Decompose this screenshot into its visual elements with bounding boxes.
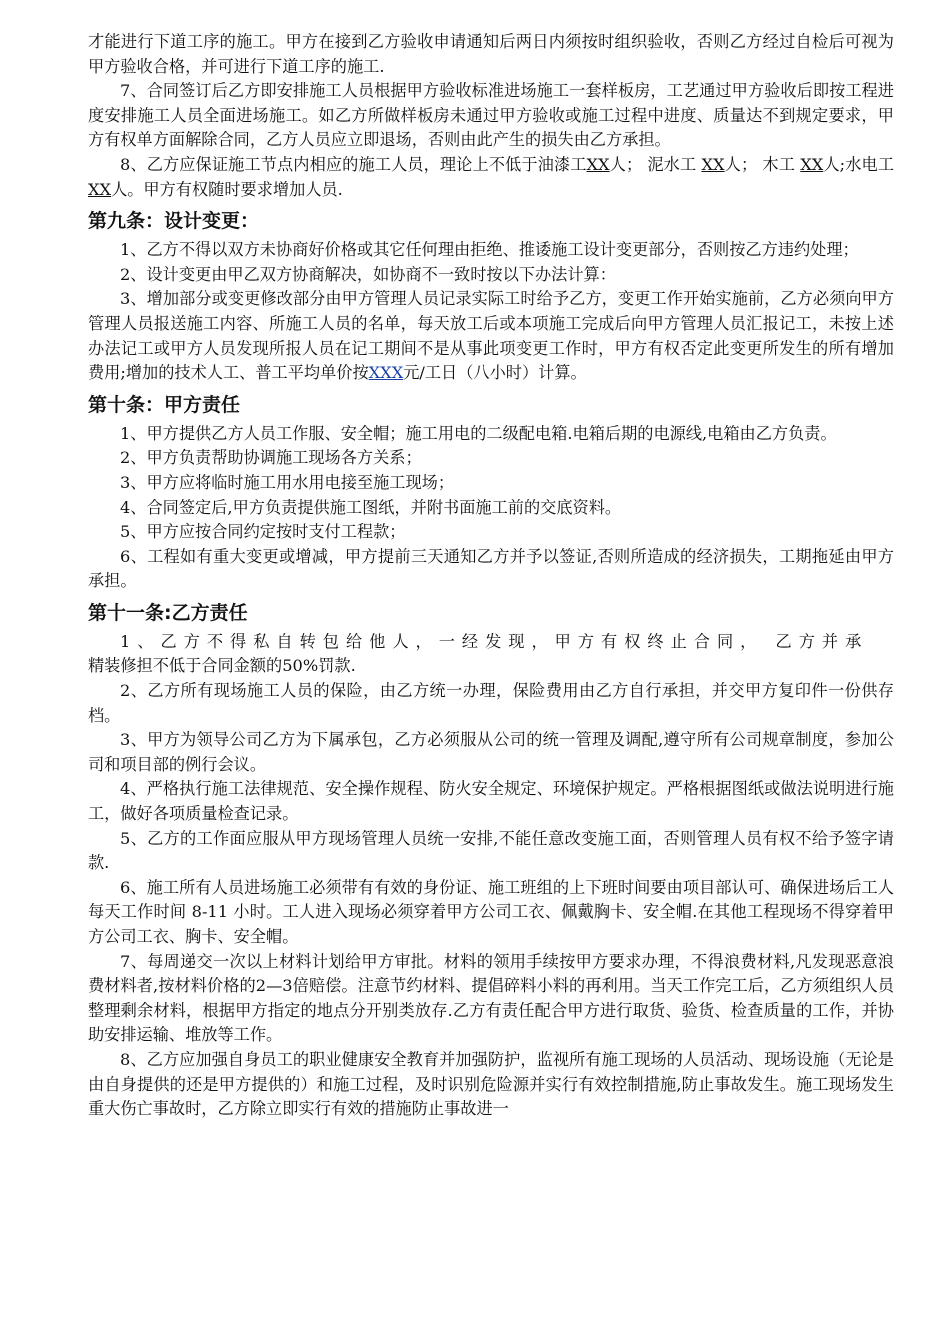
list-item: 7、每周递交一次以上材料计划给甲方审批。材料的领用手续按甲方要求办理，不得浪费材料,凡发现恶意浪费材料者,按材料价格的2—3倍赔偿。注意节约材料、提倡碎料小料的再利用。当天工作完工后，乙方须组织人员整理剩余材料，根据甲方指定的地点分开别类放存.乙方有责任配合甲方进行取货、验货、检查质量的工作，并协助安排运输、堆放等工作。 xyxy=(88,951,894,1045)
text-run: 人。甲方有权随时要求增加人员. xyxy=(111,179,343,199)
section-heading: 第九条：设计变更： xyxy=(88,210,260,233)
placeholder-count: XX xyxy=(701,154,725,174)
text-run: 8、乙方应保证施工节点内相应的施工人员，理论上不低于油漆工 xyxy=(120,154,587,174)
paragraph: 2、设计变更由甲乙双方协商解决，如协商不一致时按以下办法计算： xyxy=(120,264,616,284)
paragraph: 1、乙方不得以双方未协商好价格或其它任何理由拒绝、推诿施工设计变更部分，否则按乙方违约处理； xyxy=(120,240,859,260)
document-page xyxy=(88,30,894,1122)
list-item: 2、甲方负责帮助协调施工现场各方关系； xyxy=(120,448,422,468)
list-item: 2、乙方所有现场施工人员的保险，由乙方统一办理，保险费用由乙方自行承担，并交甲方复印件一份供存档。 xyxy=(88,681,894,725)
text-run: 3、增加部分或变更修改部分由甲方管理人员记录实际工时给予乙方，变更工作开始实施前，乙方必须向甲方管理人员报送施工内容、所施工人员的名单，每天放工后或本项施工完成后向甲方管理人员汇报记工，未按上述办法记工或甲方人员发现所报人员在记工期间不是从事此项变更工作时，甲方有权否定此变更所发生的所有增加费用;增加的技术人工、普工平均单价按 xyxy=(88,289,894,383)
list-item: 4、合同签定后,甲方负责提供施工图纸，并附书面施工前的交底资料。 xyxy=(120,497,622,517)
text-run: 人;水电工 xyxy=(823,154,895,174)
placeholder-count: XX xyxy=(800,154,824,174)
placeholder-count: XX xyxy=(88,179,112,199)
text-run: 元/工日（八小时）计算。 xyxy=(403,363,587,383)
text-run: 人； 泥水工 xyxy=(609,154,702,174)
list-item: 3、甲方应将临时施工用水用电接至施工现场； xyxy=(120,472,455,492)
list-item: 5、甲方应按合同约定按时支付工程款； xyxy=(120,522,406,542)
paragraph: 7、合同签订后乙方即安排施工人员根据甲方验收标准进场施工一套样板房，工艺通过甲方验收后即按工程进度安排施工人员全面进场施工。如乙方所做样板房未通过甲方验收或施工过程中进度、质量达不到规定要求，甲方有权单方面解除合同，乙方人员应立即退场，否则由此产生的损失由乙方承担。 xyxy=(88,81,894,150)
list-item: 4、严格执行施工法律规范、安全操作规程、防火安全规定、环境保护规定。严格根据图纸或做法说明进行施工，做好各项质量检查记录。 xyxy=(88,779,894,824)
placeholder-count: XX xyxy=(586,154,610,174)
text-run: 人； 木工 xyxy=(724,154,801,174)
section-heading: 第十条：甲方责任 xyxy=(88,393,241,416)
paragraph xyxy=(88,153,894,202)
list-item: 3、甲方为领导公司乙方为下属承包，乙方必须服从公司的统一管理及调配,遵守所有公司规章制度，参加公司和项目部的例行会议。 xyxy=(88,730,894,774)
paragraph xyxy=(88,287,894,385)
list-item: 6、施工所有人员进场施工必须带有有效的身份证、施工班组的上下班时间要由项目部认可、确保进场后工人每天工作时间 8-11 小时。工人进入现场必须穿着甲方公司工衣、佩戴胸卡、安全帽.在其他工程现场不得穿着甲方公司工衣、胸卡、安全帽。 xyxy=(88,877,894,946)
list-item: 8、乙方应加强自身员工的职业健康安全教育并加强防护，监视所有施工现场的人员活动、现场设施（无论是由自身提供的还是甲方提供的）和施工过程，及时识别危险源并实行有效控制措施,防止事故发生。施工现场发生重大伤亡事故时，乙方除立即实行有效的措施防止事故进一 xyxy=(88,1049,894,1119)
list-item: 1、乙方不得私自转包给他人，一经发现，甲方有权终止合同， 乙方并承 xyxy=(120,631,869,651)
price-placeholder-link[interactable]: XXX xyxy=(368,363,404,383)
list-item: 1、甲方提供乙方人员工作服、安全帽；施工用电的二级配电箱.电箱后期的电源线,电箱由乙方负责。 xyxy=(120,423,837,443)
list-item: 5、乙方的工作面应服从甲方现场管理人员统一安排,不能任意改变施工面，否则管理人员有权不给予签字请款. xyxy=(88,828,894,873)
list-item-continuation: 精装修担不低于合同金额的50%罚款. xyxy=(88,656,356,676)
list-item: 6、工程如有重大变更或增减，甲方提前三天通知乙方并予以签证,否则所造成的经济损失，工期拖延由甲方承担。 xyxy=(88,546,894,591)
section-heading: 第十一条:乙方责任 xyxy=(88,601,248,624)
paragraph: 才能进行下道工序的施工。甲方在接到乙方验收申请通知后两日内须按时组织验收，否则乙方经过自检后可视为甲方验收合格，并可进行下道工序的施工. xyxy=(88,32,894,76)
